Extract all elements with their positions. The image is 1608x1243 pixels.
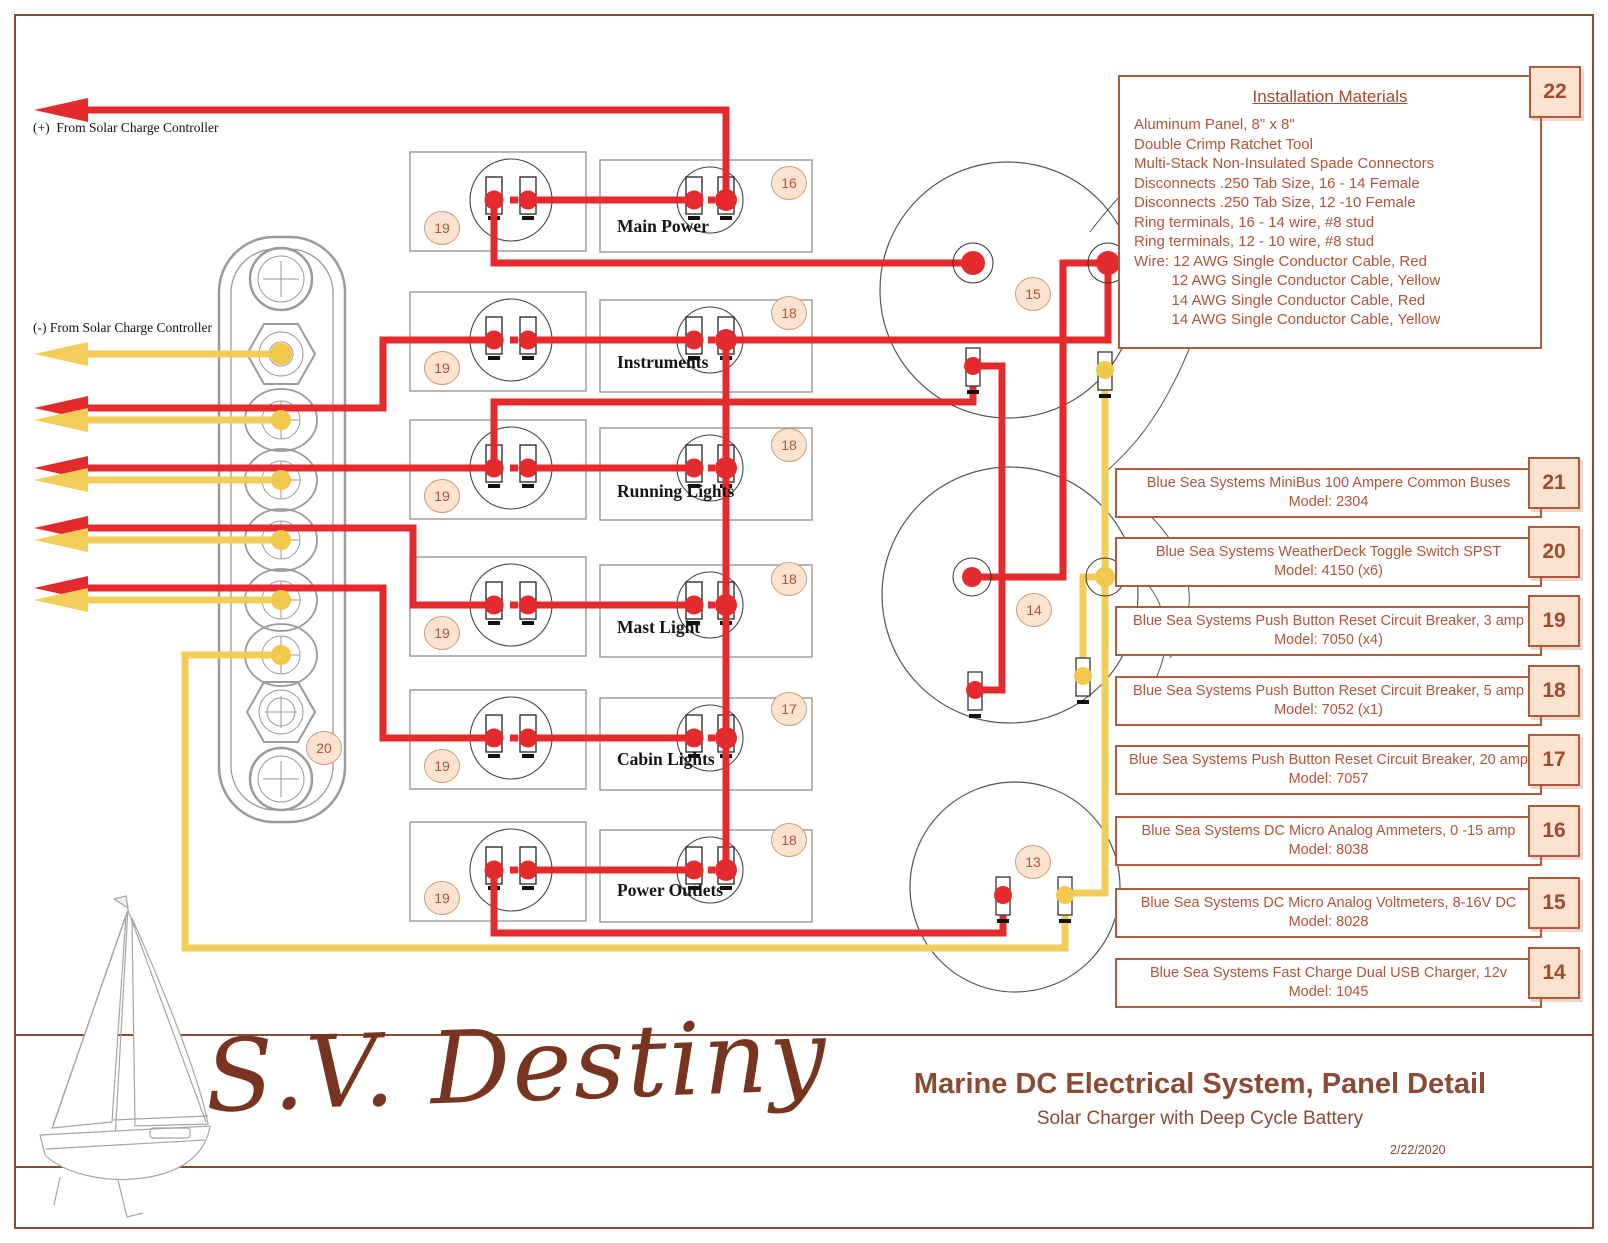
installation-materials-box bbox=[1118, 75, 1542, 349]
part-model: Model: 4150 (x6) bbox=[1274, 563, 1383, 579]
callout-breaker-row6: 19 bbox=[424, 881, 460, 915]
circuit-label-cabin-lights: Cabin Lights bbox=[617, 749, 715, 769]
circuit-label-power-outlets: Power Outlets bbox=[617, 880, 724, 900]
part-name: Blue Sea Systems DC Micro Analog Ammeters, 0 -15 amp bbox=[1141, 823, 1516, 839]
accessory-body bbox=[910, 782, 1120, 992]
part-name: Blue Sea Systems WeatherDeck Toggle Switch SPST bbox=[1155, 544, 1502, 560]
callout-meter-row3: 18 bbox=[771, 428, 807, 462]
wire-voltmeter-to-usb bbox=[972, 263, 1108, 577]
callout-tab-14: 14 bbox=[1528, 947, 1580, 999]
part-model: Model: 8028 bbox=[1288, 914, 1369, 930]
breaker-switch-rows bbox=[410, 152, 812, 922]
materials-item: 14 AWG Single Conductor Cable, Yellow bbox=[1134, 311, 1441, 328]
callout-voltmeter: 15 bbox=[1015, 277, 1051, 311]
callout-meter-row4: 18 bbox=[771, 562, 807, 596]
circuit-label-mast-light: Mast Light bbox=[617, 617, 701, 637]
callout-tab-20: 20 bbox=[1528, 526, 1580, 578]
callout-breaker-row5: 19 bbox=[424, 749, 460, 783]
materials-item: Double Crimp Ratchet Tool bbox=[1134, 135, 1313, 153]
callout-tab-22: 22 bbox=[1529, 66, 1581, 118]
callout-breaker-row3: 19 bbox=[424, 479, 460, 513]
drawing-subtitle: Solar Charger with Deep Cycle Battery bbox=[1036, 1108, 1364, 1129]
part-model: Model: 7050 (x4) bbox=[1274, 632, 1383, 648]
callout-meter-row6: 18 bbox=[771, 823, 807, 857]
part-box-15 bbox=[1115, 888, 1542, 938]
part-name: Blue Sea Systems Push Button Reset Circuit Breaker, 20 amp bbox=[1129, 752, 1528, 768]
bus-mount-screw-bottom bbox=[250, 748, 312, 810]
yellow-arrowheads bbox=[34, 342, 88, 612]
callout-tab-18: 18 bbox=[1528, 665, 1580, 717]
materials-item: Disconnects .250 Tab Size, 12 -10 Female bbox=[1134, 194, 1416, 211]
drawing-date: 2/22/2020 bbox=[1390, 1143, 1446, 1157]
installation-materials-title: Installation Materials bbox=[1252, 87, 1408, 106]
materials-item: Aluminum Panel, 8" x 8" bbox=[1134, 116, 1295, 133]
callout-meter-row2: 18 bbox=[771, 296, 807, 330]
drawing-title: Marine DC Electrical System, Panel Detail bbox=[913, 1068, 1487, 1100]
materials-item: 12 AWG Single Conductor Cable, Yellow bbox=[1134, 272, 1441, 289]
part-name: Blue Sea Systems Fast Charge Dual USB Charger, 12v bbox=[1149, 965, 1508, 981]
part-model: Model: 7057 bbox=[1288, 771, 1369, 787]
part-box-18 bbox=[1115, 676, 1542, 726]
materials-item: Multi-Stack Non-Insulated Spade Connectors bbox=[1134, 155, 1435, 172]
circuit-label-running-lights: Running Lights bbox=[617, 481, 735, 501]
materials-item: Disconnects .250 Tab Size, 16 - 14 Female bbox=[1134, 174, 1420, 192]
circuit-label-main-power: Main Power bbox=[617, 216, 709, 236]
part-box-20 bbox=[1115, 537, 1542, 587]
callout-breaker-row1: 19 bbox=[424, 211, 460, 245]
part-model: Model: 2304 bbox=[1288, 494, 1369, 510]
callout-bus-bar: 20 bbox=[306, 731, 342, 765]
spade-connectors bbox=[964, 348, 1114, 921]
part-name: Blue Sea Systems Push Button Reset Circuit Breaker, 5 amp bbox=[1133, 683, 1524, 699]
part-box-19 bbox=[1115, 606, 1542, 656]
materials-item: Ring terminals, 12 - 10 wire, #8 stud bbox=[1134, 233, 1375, 250]
part-model: Model: 7052 (x1) bbox=[1274, 702, 1383, 718]
callout-meter-row5: 17 bbox=[771, 692, 807, 726]
materials-item: Wire: 12 AWG Single Conductor Cable, Red bbox=[1134, 252, 1427, 270]
part-box-21 bbox=[1115, 468, 1542, 518]
bus-hex-terminal-lower bbox=[247, 682, 315, 742]
part-model: Model: 8038 bbox=[1288, 842, 1369, 858]
callout-tab-17: 17 bbox=[1528, 734, 1580, 786]
part-name: Blue Sea Systems Push Button Reset Circuit Breaker, 3 amp bbox=[1133, 613, 1524, 629]
circuit-row bbox=[410, 152, 812, 252]
negative-feed-label: (-) From Solar Charge Controller bbox=[33, 320, 212, 335]
circuit-label-instruments: Instruments bbox=[617, 352, 709, 372]
part-model: Model: 1045 bbox=[1288, 984, 1369, 1000]
materials-item: 14 AWG Single Conductor Cable, Red bbox=[1134, 291, 1426, 309]
part-box-14 bbox=[1115, 958, 1542, 1008]
bus-mount-screw-top bbox=[250, 248, 312, 310]
callout-meter-row1: 16 bbox=[771, 166, 807, 200]
callout-breaker-row2: 19 bbox=[424, 351, 460, 385]
callout-usb-charger: 14 bbox=[1016, 593, 1052, 627]
part-name: Blue Sea Systems DC Micro Analog Voltmeters, 8-16V DC bbox=[1140, 895, 1517, 911]
circuit-row bbox=[410, 822, 812, 922]
callout-tab-21: 21 bbox=[1528, 457, 1580, 509]
vessel-name: S.V. Destiny bbox=[203, 996, 830, 1136]
part-name: Blue Sea Systems MiniBus 100 Ampere Common Buses bbox=[1146, 475, 1511, 491]
installation-materials-list bbox=[1134, 115, 1540, 330]
part-box-16 bbox=[1115, 816, 1542, 866]
callout-tab-15: 15 bbox=[1528, 877, 1580, 929]
callout-tab-19: 19 bbox=[1528, 595, 1580, 647]
part-box-17 bbox=[1115, 745, 1542, 795]
positive-feed-label: (+) From Solar Charge Controller bbox=[33, 120, 219, 135]
callout-breaker-row4: 19 bbox=[424, 616, 460, 650]
materials-item: Ring terminals, 16 - 14 wire, #8 stud bbox=[1134, 213, 1375, 231]
callout-accessory: 13 bbox=[1015, 845, 1051, 879]
callout-tab-16: 16 bbox=[1528, 805, 1580, 857]
